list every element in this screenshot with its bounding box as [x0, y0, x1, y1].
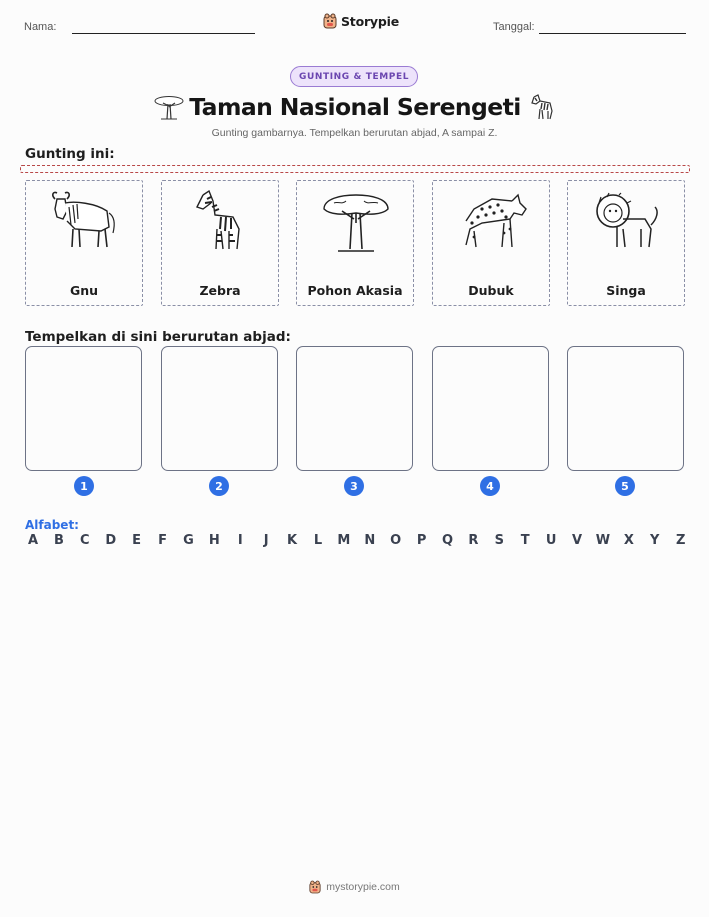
title-text: Taman Nasional Serengeti	[189, 93, 521, 121]
alphabet-letter: H	[208, 533, 220, 548]
paste-heading: Tempelkan di sini berurutan abjad:	[25, 329, 291, 345]
paste-slot-5[interactable]	[567, 346, 684, 471]
storypie-mascot-icon	[309, 880, 321, 894]
footer-url[interactable]: mystorypie.com	[326, 881, 400, 893]
zebra-icon	[181, 189, 261, 257]
alphabet-letter: X	[623, 533, 634, 548]
hyena-icon	[452, 189, 532, 257]
alphabet-letter: S	[494, 533, 504, 548]
brand-name: Storypie	[341, 13, 399, 29]
acacia-tree-small-icon	[152, 92, 186, 122]
date-field-line[interactable]	[539, 33, 686, 34]
cut-card-zebra[interactable]	[161, 180, 279, 306]
alphabet-letter: K	[287, 533, 298, 548]
alphabet-letter: Z	[675, 533, 686, 548]
slot-number-5: 5	[615, 476, 635, 496]
card-label: Pohon Akasia	[307, 283, 403, 298]
date-label: Tanggal:	[493, 21, 535, 33]
card-label: Dubuk	[468, 283, 514, 298]
card-label: Singa	[606, 283, 646, 298]
alphabet-letter: C	[80, 533, 90, 548]
cut-card-gnu[interactable]	[25, 180, 143, 306]
alphabet-row	[24, 533, 690, 548]
lion-icon	[587, 189, 667, 257]
card-label: Gnu	[69, 283, 99, 298]
alphabet-letter: N	[364, 533, 376, 548]
alphabet-letter: B	[53, 533, 64, 548]
slot-number-1: 1	[74, 476, 94, 496]
alphabet-letter: M	[337, 533, 351, 548]
alphabet-letter: Y	[650, 533, 660, 548]
name-field-line[interactable]	[72, 33, 255, 34]
cut-card-acacia[interactable]	[296, 180, 414, 306]
alphabet-letter: Q	[441, 533, 454, 548]
slot-number-2: 2	[209, 476, 229, 496]
card-label: Zebra	[199, 283, 241, 298]
alphabet-letter: G	[183, 533, 194, 548]
alphabet-letter: R	[468, 533, 479, 548]
alphabet-letter: L	[313, 533, 323, 548]
cut-card-lion[interactable]	[567, 180, 685, 306]
paste-slot-1[interactable]	[25, 346, 142, 471]
slot-number-4: 4	[480, 476, 500, 496]
paste-slot-4[interactable]	[432, 346, 549, 471]
instructions: Gunting gambarnya. Tempelkan berurutan abjad, A sampai Z.	[211, 127, 498, 139]
storypie-mascot-icon	[323, 13, 337, 29]
page-title	[150, 90, 560, 124]
alphabet-letter: I	[237, 533, 243, 548]
storypie-logo	[323, 13, 399, 29]
cut-line	[20, 165, 690, 173]
alphabet-letter: W	[595, 533, 611, 548]
alphabet-letter: O	[390, 533, 402, 548]
alphabet-letter: T	[520, 533, 530, 548]
zebra-small-icon	[526, 91, 558, 123]
alphabet-letter: D	[105, 533, 117, 548]
activity-badge: GUNTING & TEMPEL	[290, 66, 418, 87]
alphabet-letter: P	[416, 533, 427, 548]
paste-slot-3[interactable]	[296, 346, 413, 471]
wildebeest-icon	[45, 189, 125, 257]
cut-card-hyena[interactable]	[432, 180, 550, 306]
alphabet-letter: V	[572, 533, 583, 548]
alphabet-letter: F	[158, 533, 167, 548]
alphabet-letter: E	[132, 533, 142, 548]
paste-slot-2[interactable]	[161, 346, 278, 471]
name-label: Nama:	[24, 21, 57, 33]
alphabet-title: Alfabet:	[25, 518, 79, 532]
footer	[0, 880, 709, 894]
alphabet-letter: A	[27, 533, 39, 548]
acacia-tree-icon	[316, 189, 396, 257]
alphabet-letter: J	[263, 533, 269, 548]
slot-number-3: 3	[344, 476, 364, 496]
alphabet-letter: U	[545, 533, 557, 548]
cut-heading: Gunting ini:	[25, 146, 115, 162]
